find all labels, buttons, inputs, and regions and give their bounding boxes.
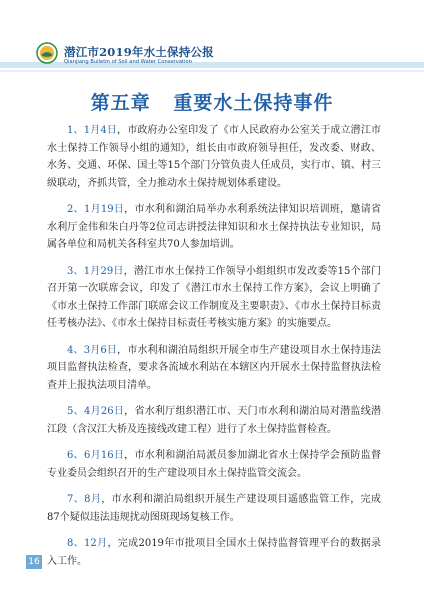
event-date: 4月26日 — [83, 406, 125, 417]
event-number: 4、 — [67, 344, 84, 356]
event-item-7 — [47, 491, 381, 526]
event-number: 3、 — [67, 265, 84, 277]
event-date: 1月29日 — [83, 265, 124, 277]
event-text: ，市政府办公室印发了《市人民政府办公室关于成立潜江市水土保持工作领导小组的通知》，组长由市政府领导担任，发改委、财政、水务、交通、环保、国土等15个部门分管负责人任成员，实行市、镇、村三级联动，齐抓共管，全力推动水土保持规划体系建设。 — [47, 125, 381, 189]
event-date: 3月6日 — [83, 344, 118, 356]
event-item-8 — [47, 535, 381, 570]
bulletin-logo-icon — [36, 42, 58, 64]
header-band-thin — [0, 70, 424, 72]
event-item-5 — [47, 403, 381, 438]
event-date: 6月16日 — [83, 450, 125, 461]
event-item-1 — [47, 122, 381, 192]
event-number: 7、 — [67, 494, 85, 505]
event-text: ，市水利和湖泊局举办水利系统法律知识培训班，邀请省水利厅金伟和朱白丹等2位司志讲授法律知识和水土保持执法专业知识，局属各单位和局机关各科室共70人参加培训。 — [47, 204, 381, 250]
bulletin-title: 潜江市2019年水土保持公报 — [64, 45, 214, 59]
event-text: ，省水利厅组织潜江市、天门市水利和湖泊局对潜监线潜江段（含汉江大桥及连接线改建工程）进行了水土保持监督检查。 — [47, 406, 381, 435]
event-number: 5、 — [67, 406, 84, 417]
event-item-6 — [47, 447, 381, 482]
event-item-4 — [47, 342, 381, 395]
event-number: 1、 — [67, 125, 84, 136]
event-text: ，市水利和湖泊局派员参加湖北省水土保持学会预防监督专业委员会组织召开的生产建设项目水土保持监管交流会。 — [47, 450, 381, 479]
event-text: ，市水利和湖泊局组织开展全市生产建设项目水土保持违法项目监督执法检查，要求各流域水利站在本辖区内开展水土保持监督执法检查并上报执法项目清单。 — [47, 344, 381, 391]
chapter-title: 第五章 重要水土保持事件 — [90, 92, 334, 114]
page-header — [0, 0, 424, 82]
event-text: ，市水利和湖泊局组织开展生产建设项目遥感监管工作，完成87个疑似违法违规扰动图斑现场复核工作。 — [47, 494, 381, 523]
page-number: 16 — [26, 555, 42, 569]
event-text: ，潜江市水土保持工作领导小组组织市发改委等15个部门召开第一次联席会议，印发了《潜江市水土保持工作方案》，会议上明确了《市水土保持工作部门联席会议工作制度及主要职责》、《市水土保持目标责任考核办法》、《市水土保持目标责任考核实施方案》的实施要点。 — [47, 265, 381, 329]
event-date: 12月 — [84, 538, 108, 549]
event-item-3 — [47, 263, 381, 333]
event-number: 8、 — [67, 538, 85, 549]
bulletin-subtitle: Qianjiang Bulletin of Soil and Water Conservation — [64, 59, 192, 65]
event-item-2 — [47, 201, 381, 254]
event-date: 1月4日 — [83, 125, 118, 136]
events-list — [47, 122, 381, 579]
event-text: ，完成2019年市批项目全国水土保持监督管理平台的数据录入工作。 — [47, 538, 381, 567]
event-date: 1月19日 — [83, 204, 125, 215]
event-date: 8月 — [84, 494, 102, 505]
event-number: 2、 — [67, 204, 84, 215]
event-number: 6、 — [67, 450, 84, 461]
